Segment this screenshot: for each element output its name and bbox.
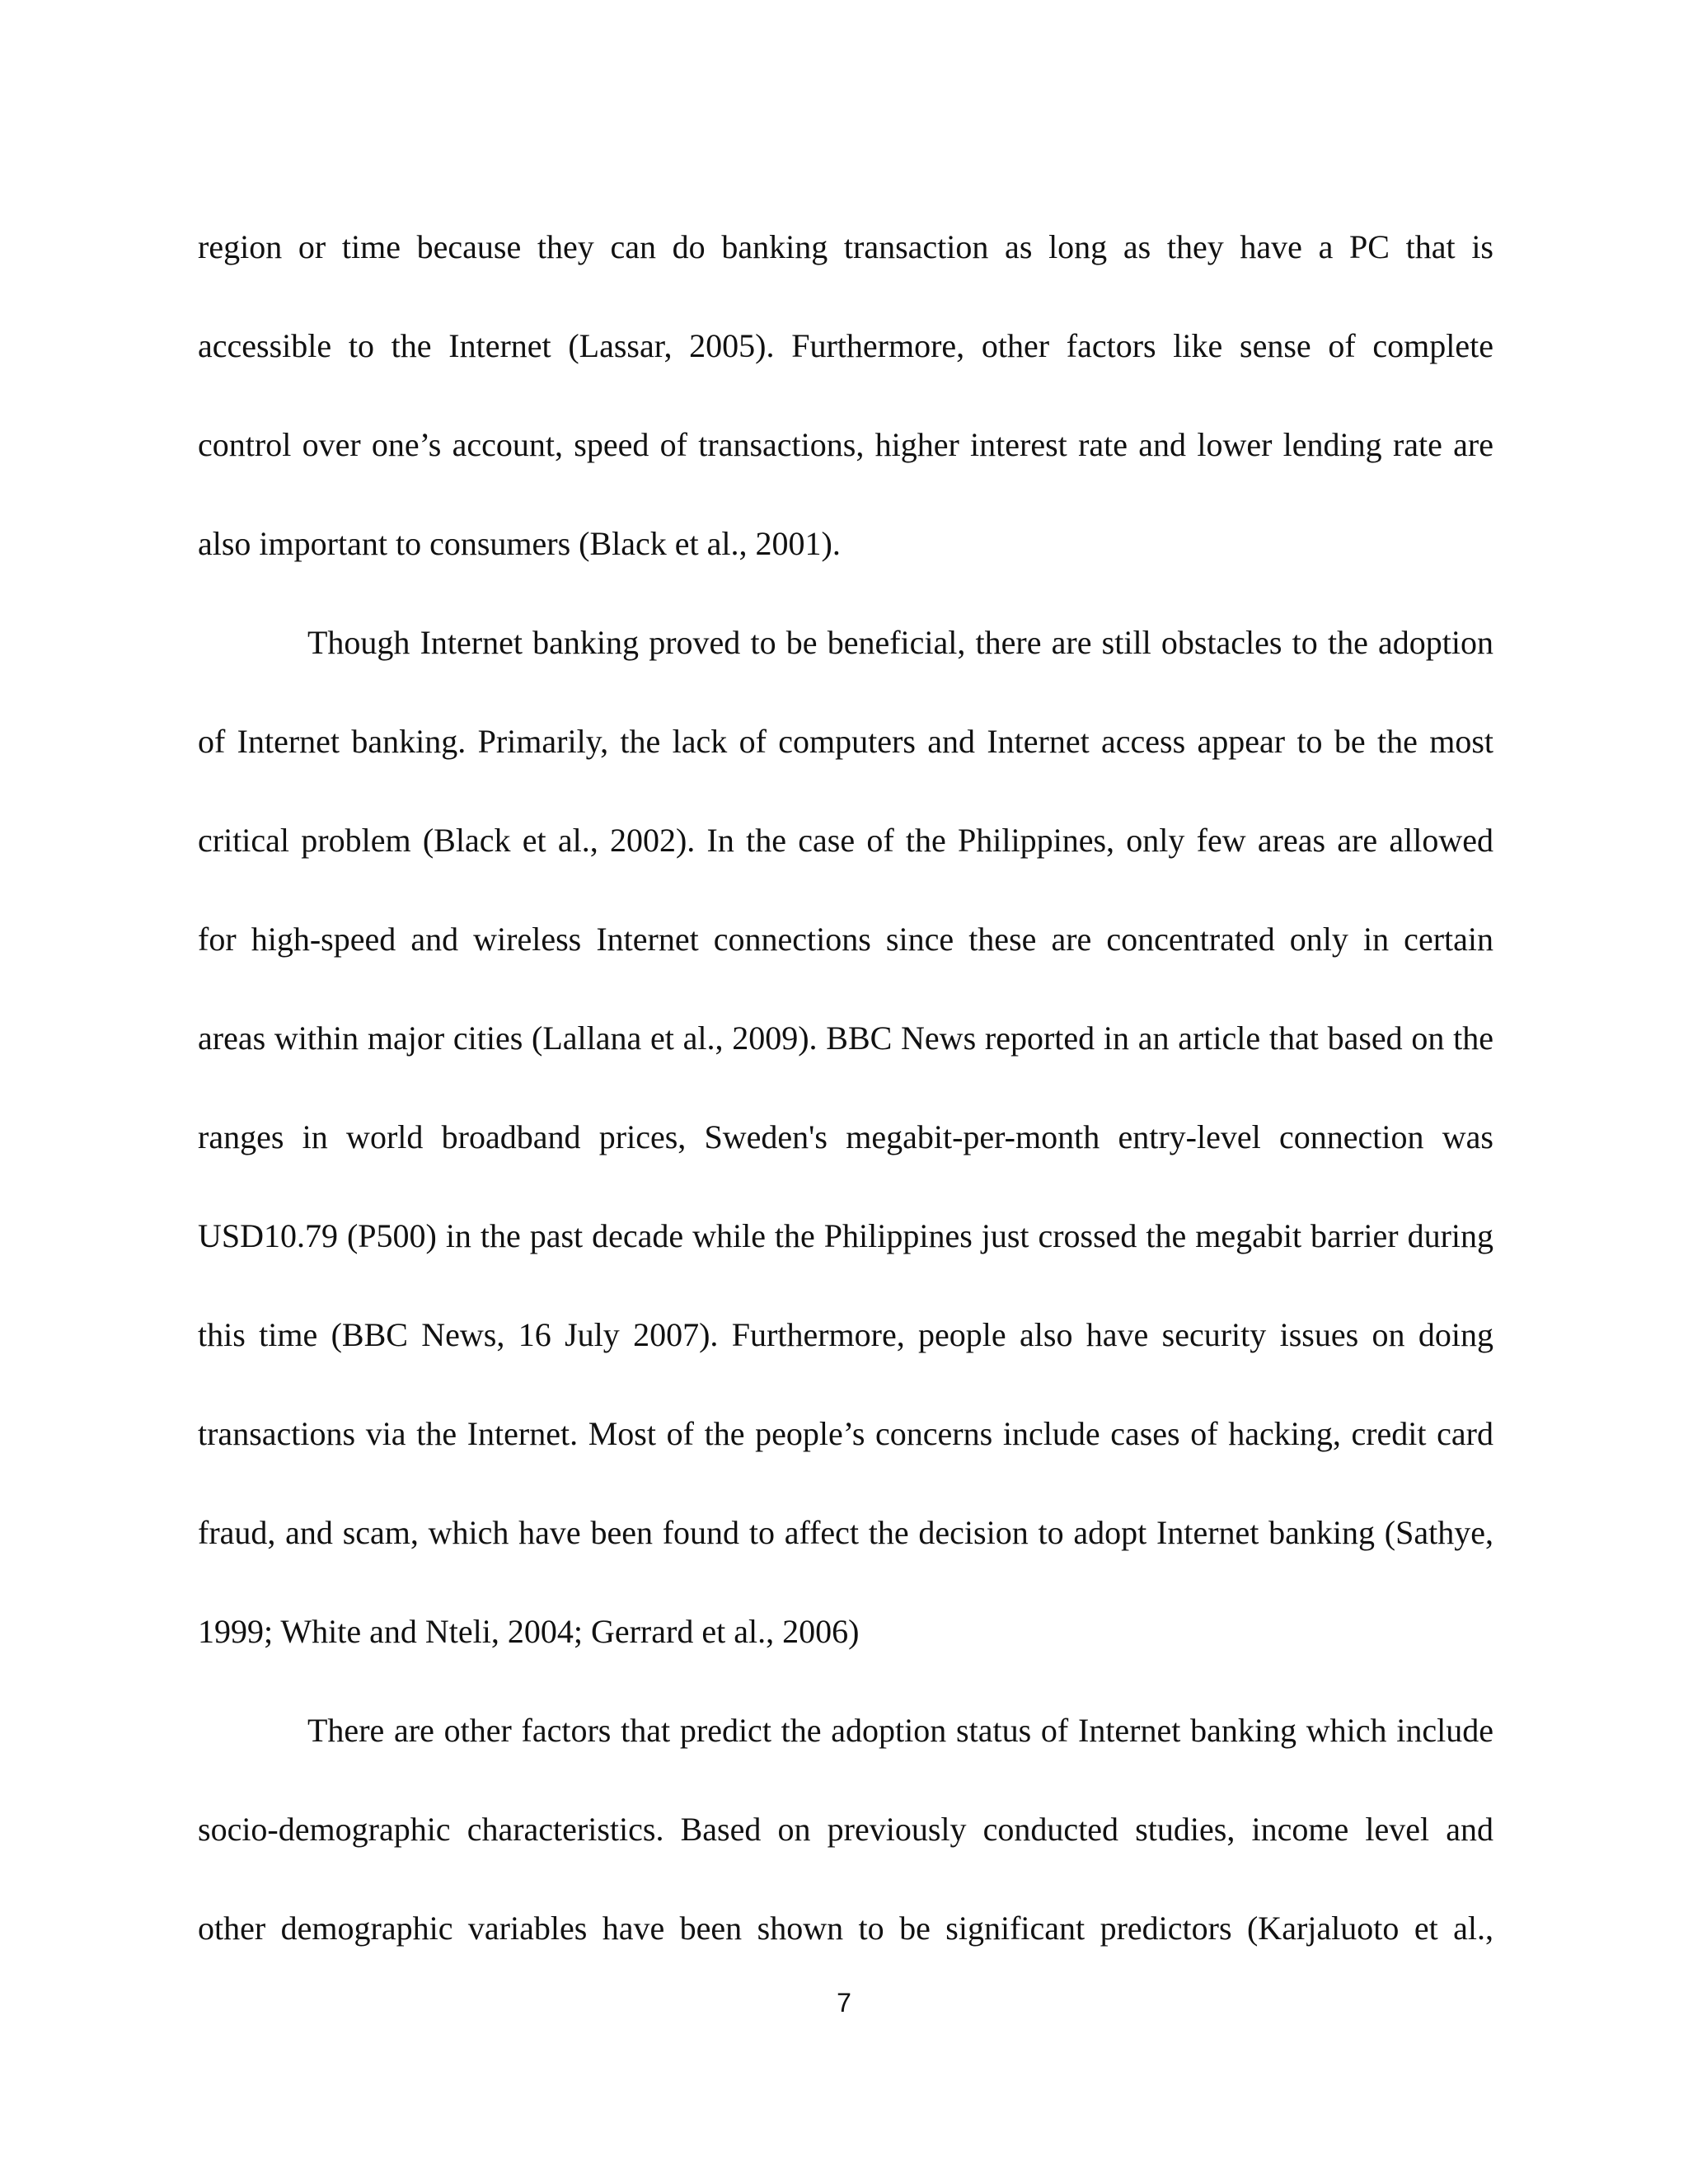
text-line: USD10.79 (P500) in the past decade while the Philippines just crossed the megabit barrier during bbox=[198, 1217, 1493, 1254]
text-line: control over one’s account, speed of transactions, higher interest rate and lower lending rate are bbox=[198, 426, 1493, 463]
text-line: this time (BBC News, 16 July 2007). Furthermore, people also have security issues on doing bbox=[198, 1316, 1493, 1353]
text-line: of Internet banking. Primarily, the lack of computers and Internet access appear to be the most bbox=[198, 723, 1493, 760]
text-line: 1999; White and Nteli, 2004; Gerrard et al., 2006) bbox=[198, 1613, 860, 1650]
text-line: also important to consumers (Black et al., 2001). bbox=[198, 525, 841, 562]
text-line: accessible to the Internet (Lassar, 2005). Furthermore, other factors like sense of complete bbox=[198, 327, 1493, 364]
text-line: areas within major cities (Lallana et al., 2009). BBC News reported in an article that based on the bbox=[198, 1019, 1493, 1057]
text-line: Though Internet banking proved to be beneficial, there are still obstacles to the adoption bbox=[307, 624, 1493, 661]
text-line: other demographic variables have been shown to be significant predictors (Karjaluoto et al., bbox=[198, 1910, 1493, 1947]
page-number: 7 bbox=[837, 1988, 851, 2018]
text-line: critical problem (Black et al., 2002). In the case of the Philippines, only few areas are allowed bbox=[198, 822, 1493, 859]
text-line: ranges in world broadband prices, Sweden's megabit-per-month entry-level connection was bbox=[198, 1118, 1493, 1155]
text-line: region or time because they can do banking transaction as long as they have a PC that is bbox=[198, 228, 1493, 265]
text-line: for high-speed and wireless Internet connections since these are concentrated only in certain bbox=[198, 921, 1493, 958]
text-line: socio-demographic characteristics. Based on previously conducted studies, income level and bbox=[198, 1811, 1493, 1848]
text-line: transactions via the Internet. Most of the people’s concerns include cases of hacking, credit card bbox=[198, 1415, 1493, 1452]
text-line: There are other factors that predict the adoption status of Internet banking which include bbox=[307, 1712, 1493, 1749]
text-line: fraud, and scam, which have been found to affect the decision to adopt Internet banking (Sathye, bbox=[198, 1514, 1493, 1551]
